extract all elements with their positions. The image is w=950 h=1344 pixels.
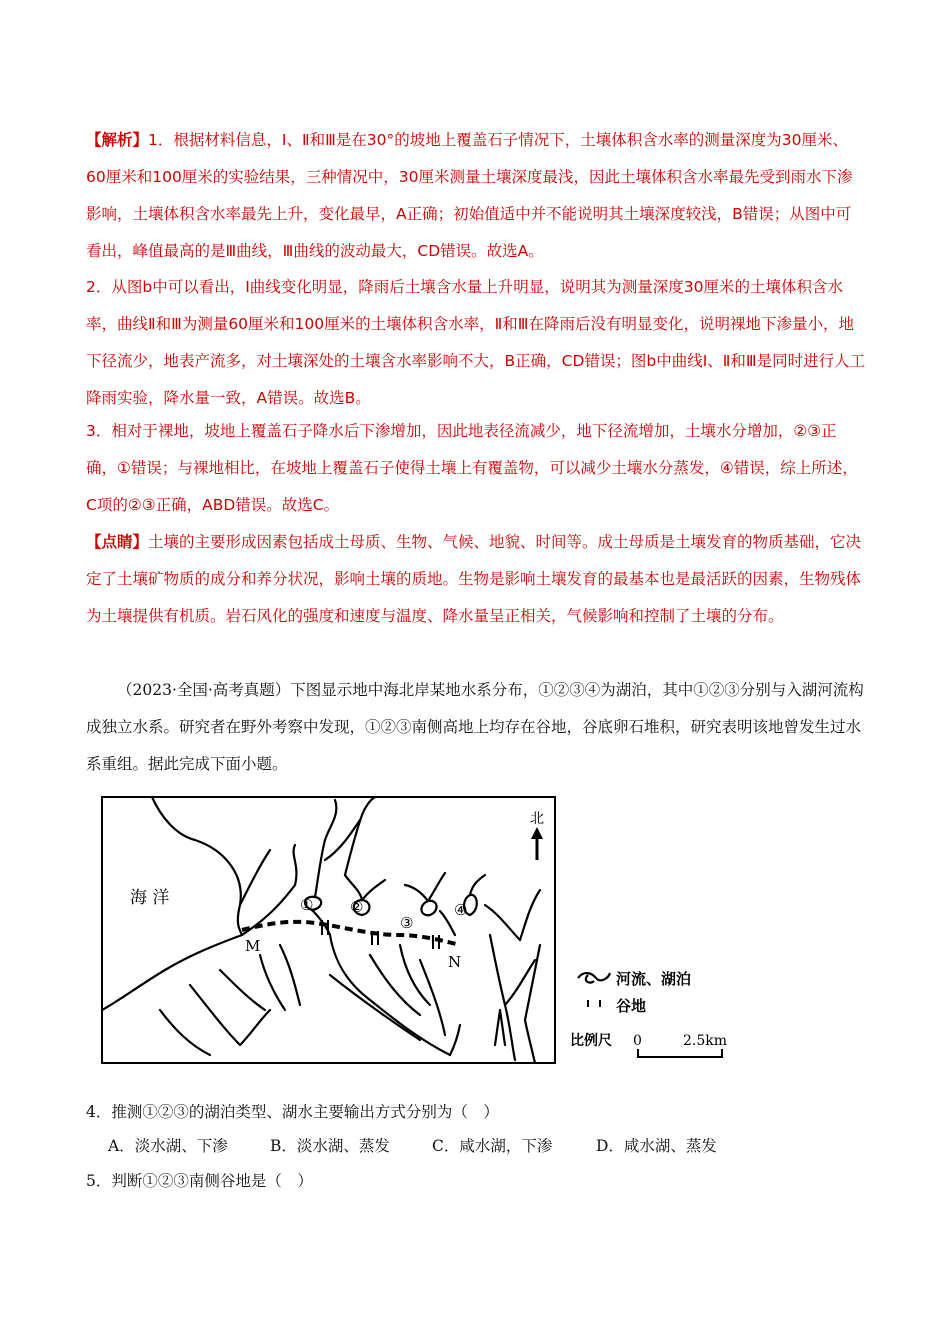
lake-label-3: ③ (400, 914, 414, 932)
analysis-paragraph-3: 3．相对于裸地，坡地上覆盖石子降水后下渗增加，因此地表径流减少，地下径流增加，土壤水分增加，②③正确，①错误；与裸地相比，在坡地上覆盖石子使得土壤上有覆盖物，可以减少土壤水分蒸发，④错误，综上所述，C项的②③正确，ABD错误。故选C。 (86, 422, 858, 514)
scale-value: 2.5km (683, 1033, 728, 1049)
legend-valley-label: 谷地 (616, 997, 647, 1015)
question-4: 4．推测①②③的湖泊类型、湖水主要输出方式分别为（ ） (86, 1103, 499, 1121)
option-c[interactable]: C．咸水湖，下渗 (432, 1137, 553, 1155)
analysis-answer-1: 1．根据材料信息，Ⅰ、Ⅱ和Ⅲ是在30°的坡地上覆盖石子情况下，土壤体积含水率的测量深度为30厘米、60厘米和100厘米的实验结果，三种情况中，30厘米测量土壤深度最浅，因此土壤体积含水率最先受到雨水下渗影响，土壤体积含水率最先上升，变化最早，A正确；初始值适中并不能说明其土壤深度较浅，B错误；从图中可看出，峰值最高的是Ⅲ曲线，Ⅲ曲线的波动最大，CD错误。故选A。 (86, 131, 853, 260)
lake-label-4: ④ (454, 901, 468, 919)
scale-label: 比例尺 (570, 1033, 612, 1049)
question-4-options (108, 1134, 717, 1156)
lake-label-1: ① (300, 896, 314, 914)
legend-river-label: 河流、湖泊 (616, 970, 692, 988)
scale-bar (638, 1049, 722, 1057)
river-system-map (100, 795, 750, 1070)
lake-label-2: ② (350, 898, 364, 916)
analysis-tag: 【解析】 (86, 131, 149, 149)
analysis-paragraph-2: 2．从图b中可以看出，Ⅰ曲线变化明显，降雨后土壤含水量上升明显，说明其为测量深度30厘米的土壤体积含水率，曲线Ⅱ和Ⅲ为测量60厘米和100厘米的土壤体积含水率，Ⅱ和Ⅲ在降雨后没有明显变化，说明裸地下渗量小，地下径流少，地表产流多，对土壤深处的土壤含水率影响不大，B正确，CD错误；图b中曲线Ⅰ、Ⅱ和Ⅲ是同时进行人工降雨实验，降水量一致，A错误。故选B。 (86, 278, 866, 407)
ocean-label: 海 洋 (130, 888, 170, 908)
legend-valley-icon (588, 1000, 600, 1007)
legend-river-icon (578, 973, 610, 980)
option-d[interactable]: D．咸水湖、蒸发 (596, 1137, 717, 1155)
note-tag: 【点睛】 (86, 533, 149, 551)
north-arrowhead-icon (531, 827, 543, 839)
scale-zero: 0 (633, 1033, 642, 1049)
note-paragraph (86, 524, 866, 635)
m-n-dashed-line (242, 922, 460, 945)
question-stem: （2023·全国·高考真题）下图显示地中海北岸某地水系分布，①②③④为湖泊，其中①②③分别与入湖河流构成独立水系。研究者在野外考察中发现，①②③南侧高地上均存在谷地，谷底卵石堆积，研究表明该地曾发生过水系重组。据此完成下面小题。 (86, 681, 864, 773)
option-a[interactable]: A．淡水湖、下渗 (108, 1137, 228, 1155)
note-text: 土壤的主要形成因素包括成土母质、生物、气候、地貌、时间等。成土母质是土壤发育的物质基础，它决定了土壤矿物质的成分和养分状况，影响土壤的质地。生物是影响土壤发育的最基本也是最活跃的因素，生物残体为土壤提供有机质。岩石风化的强度和速度与温度、降水量呈正相关，气候影响和控制了土壤的分布。 (86, 533, 862, 625)
question-5: 5．判断①②③南侧谷地是（ ） (86, 1172, 313, 1190)
label-m: M (245, 937, 261, 955)
valley-markers (322, 920, 439, 949)
analysis-paragraph-1 (86, 122, 866, 270)
north-label: 北 (530, 811, 544, 827)
label-n: N (448, 953, 462, 971)
option-b[interactable]: B．淡水湖、蒸发 (270, 1137, 390, 1155)
